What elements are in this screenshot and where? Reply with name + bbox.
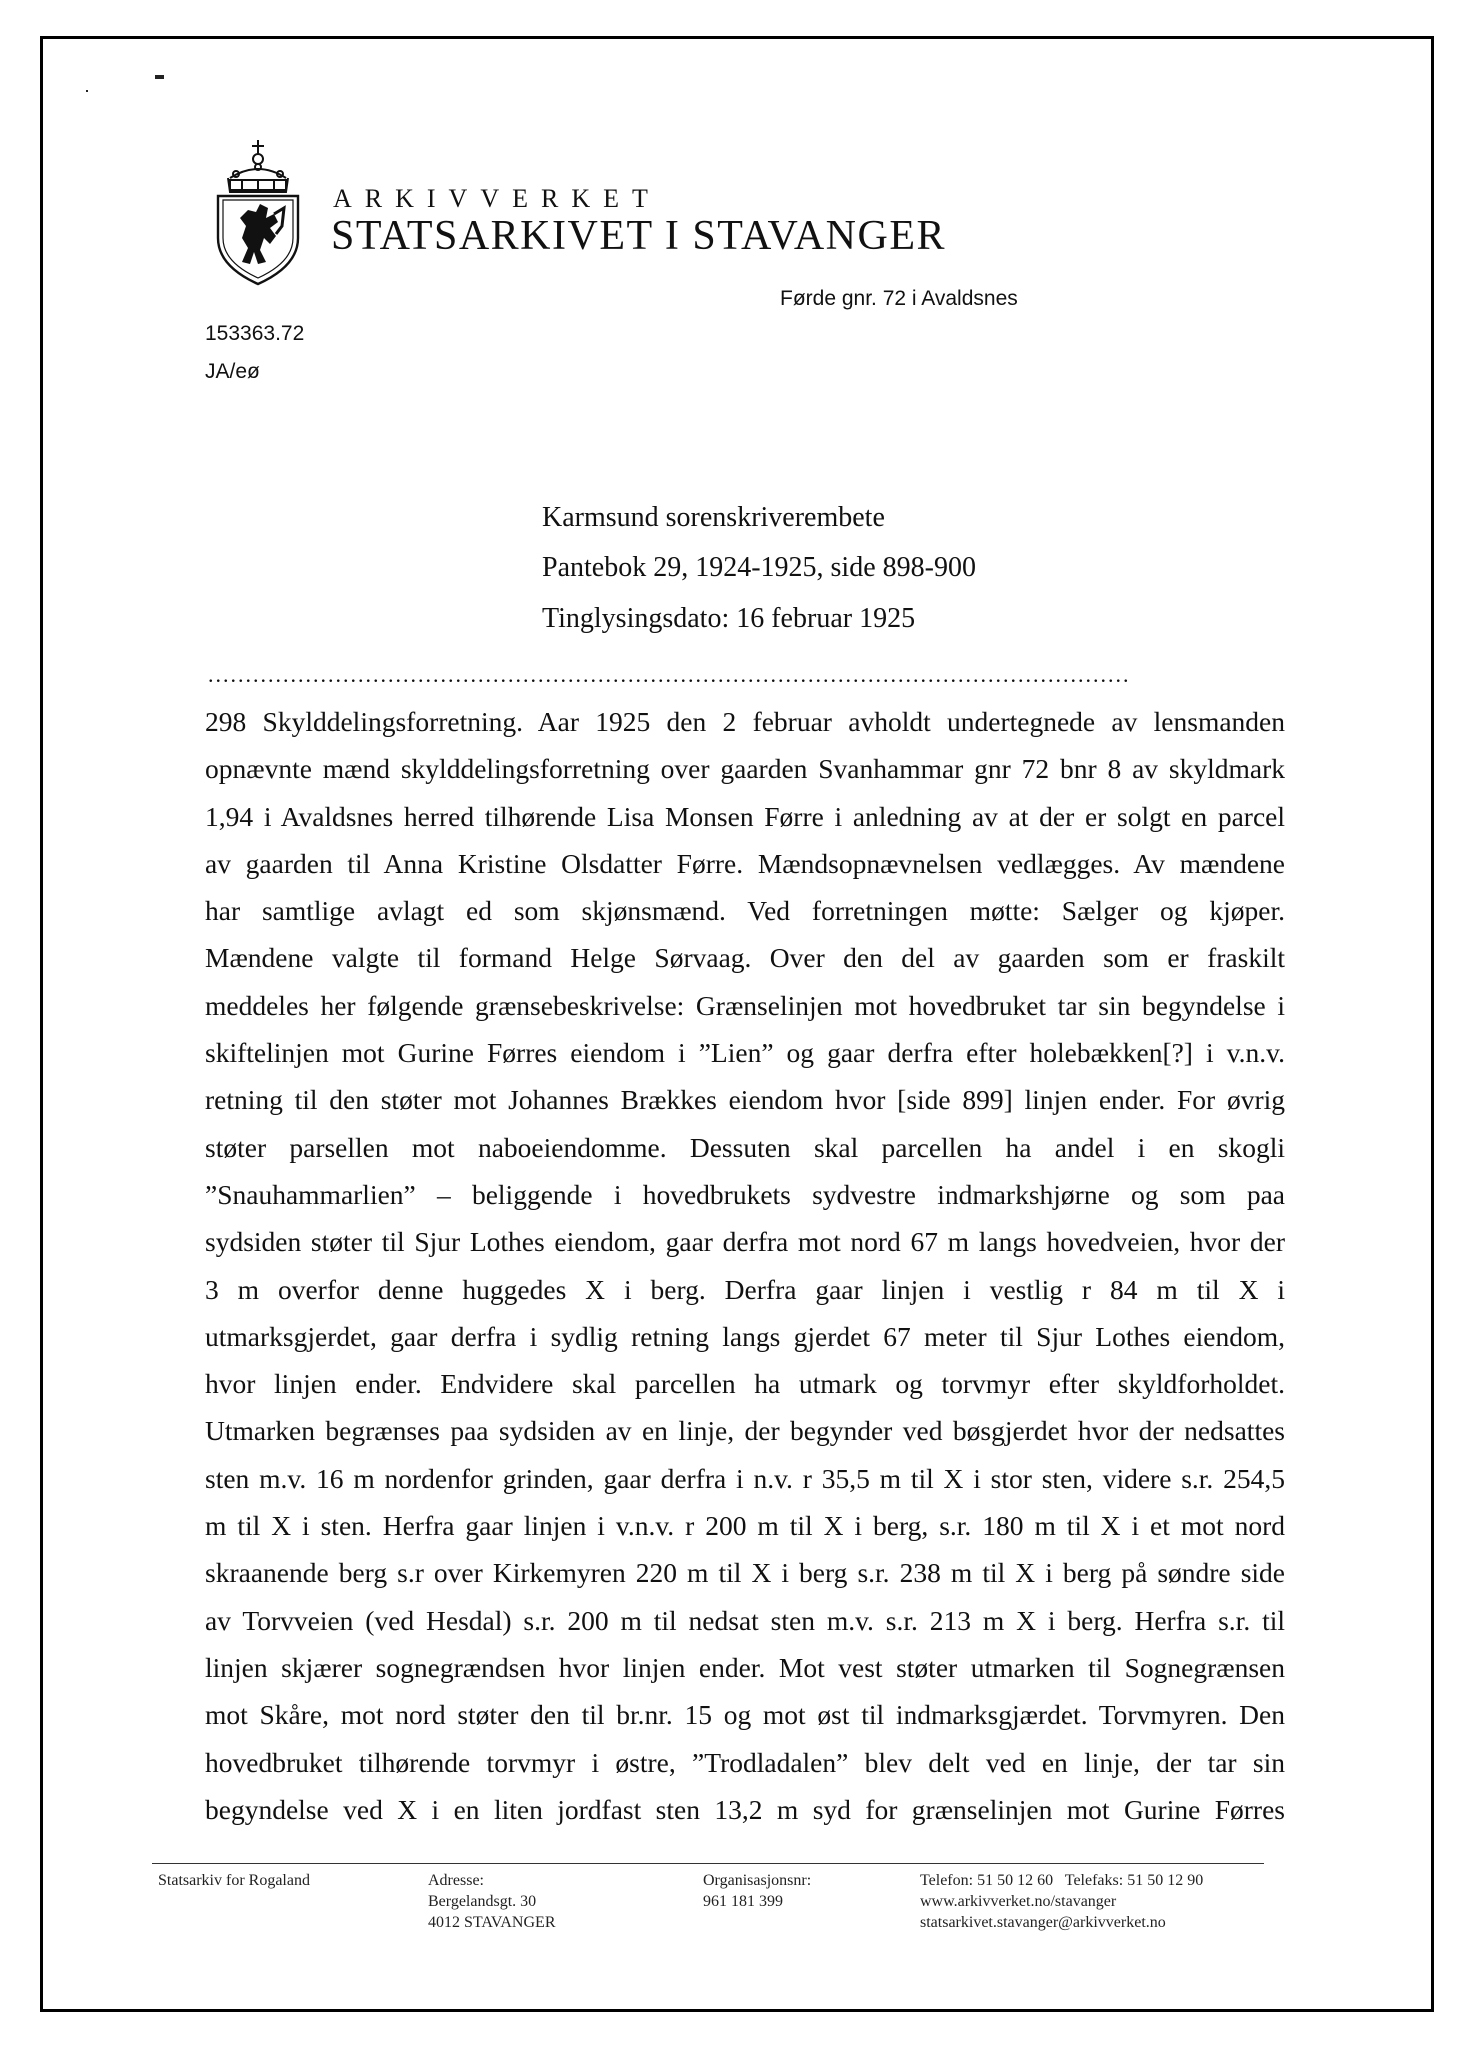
- footer-org-name: Statsarkiv for Rogaland: [158, 1872, 310, 1889]
- footer-address-street: Bergelandsgt. 30: [428, 1893, 537, 1910]
- body-line: 298 Skylddelingsforretning. Aar 1925 den 2 februar avholdt undertegnede av lensmanden: [205, 706, 1285, 737]
- scan-speck: [86, 90, 88, 92]
- body-line: ”Snauhammarlien” – beliggende i hovedbrukets sydvestre indmarkshjørne og som paa: [205, 1178, 1285, 1210]
- body-line: sten m.v. 16 m nordenfor grinden, gaar derfra i n.v. r 35,5 m til X i stor sten, videre s.r. 254,5: [205, 1462, 1285, 1494]
- body-line: av gaarden til Anna Kristine Olsdatter Førre. Mændsopnævnelsen vedlægges. Av mændene: [205, 847, 1285, 879]
- footer-address-label: Adresse:: [428, 1872, 484, 1889]
- footer-divider: [152, 1863, 1264, 1864]
- agency-big-title: STATSARKIVET I STAVANGER: [331, 213, 947, 259]
- footer-address-city: 4012 STAVANGER: [428, 1914, 556, 1931]
- footer-address: [428, 1870, 555, 1933]
- subject-reference: Førde gnr. 72 i Avaldsnes: [780, 287, 1018, 310]
- body-line: opnævnte mænd skylddelingsforretning over gaarden Svanhammar gnr 72 bnr 8 av skyldmark: [205, 753, 1285, 785]
- footer-email: statsarkivet.stavanger@arkivverket.no: [920, 1914, 1166, 1931]
- body-line: 3 m overfor denne huggedes X i berg. Derfra gaar linjen i vestlig r 84 m til X i: [205, 1273, 1285, 1305]
- body-line: sydsiden støter til Sjur Lothes eiendom, gaar derfra mot nord 67 m langs hovedveien, hvor der: [205, 1226, 1285, 1258]
- body-line: hovedbruket tilhørende torvmyr i østre, ”Trodladalen” blev delt ved en linje, der tar sin: [205, 1746, 1285, 1778]
- body-line: begyndelse ved X i en liten jordfast sten 13,2 m syd for grænselinjen mot Gurine Førres: [205, 1793, 1285, 1825]
- footer-phone-fax: Telefon: 51 50 12 60 Telefaks: 51 50 12 90: [920, 1872, 1204, 1889]
- body-line: retning til den støter mot Johannes Brækkes eiendom hvor [side 899] linjen ender. For øvrig: [205, 1084, 1285, 1116]
- body-line: skiftelinjen mot Gurine Førres eiendom i ”Lien” og gaar derfra efter holebækken[?] i v.n.v.: [205, 1037, 1285, 1069]
- body-line: m til X i sten. Herfra gaar linjen i v.n.v. r 200 m til X i berg, s.r. 180 m til X i et mot nord: [205, 1510, 1285, 1542]
- body-line: mot Skåre, mot nord støter den til br.nr. 15 og mot øst til indmarksgjærdet. Torvmyren. Den: [205, 1699, 1285, 1731]
- footer-contact: [920, 1870, 1203, 1933]
- body-line: hvor linjen ender. Endvidere skal parcellen ha utmark og torvmyr efter skyldforholdet.: [205, 1368, 1285, 1400]
- author-initials: JA/eø: [205, 360, 260, 383]
- source-book: Pantebok 29, 1924-1925, side 898-900: [542, 552, 976, 583]
- footer-orgnr: [703, 1870, 811, 1912]
- body-line: har samtlige avlagt ed som skjønsmænd. Ved forretningen møtte: Sælger og kjøper.: [205, 895, 1285, 927]
- dotted-separator: ...........................................................................................................................: [208, 662, 1131, 686]
- footer-orgnr-value: 961 181 399: [703, 1893, 783, 1910]
- body-line: meddeles her følgende grænsebeskrivelse: Grænselinjen mot hovedbruket tar sin begyndelse i: [205, 989, 1285, 1021]
- body-line: 1,94 i Avaldsnes herred tilhørende Lisa Monsen Førre i anledning av at der er solgt en parcel: [205, 800, 1285, 832]
- body-line: skraanende berg s.r over Kirkemyren 220 m til X i berg s.r. 238 m til X i berg på søndre side: [205, 1557, 1285, 1589]
- body-line: utmarksgjerdet, gaar derfra i sydlig retning langs gjerdet 67 meter til Sjur Lothes eiendom,: [205, 1320, 1285, 1352]
- body-line: av Torvveien (ved Hesdal) s.r. 200 m til nedsat sten m.v. s.r. 213 m X i berg. Herfra s.r. til: [205, 1604, 1285, 1636]
- case-number: 153363.72: [205, 322, 305, 345]
- agency-small-title: ARKIVVERKET: [333, 184, 661, 213]
- transcription-body: [205, 698, 1285, 1833]
- source-registration-date: Tinglysingsdato: 16 februar 1925: [542, 603, 916, 634]
- lion-icon: [240, 204, 278, 264]
- body-line: Utmarken begrænses paa sydsiden av en linje, der begynder ved bøsgjerdet hvor der nedsattes: [205, 1415, 1285, 1447]
- footer-website: www.arkivverket.no/stavanger: [920, 1893, 1117, 1910]
- footer-orgnr-label: Organisasjonsnr:: [703, 1872, 812, 1889]
- body-line: støter parsellen mot naboeiendomme. Dessuten skal parcellen ha andel i en skogli: [205, 1131, 1285, 1163]
- source-archive: Karmsund sorenskriverembete: [542, 502, 885, 533]
- coat-of-arms-icon: [212, 138, 304, 286]
- body-line: linjen skjærer sognegrændsen hvor linjen ender. Mot vest støter utmarken til Sognegrænsen: [205, 1651, 1285, 1683]
- body-line: Mændene valgte til formand Helge Sørvaag. Over den del av gaarden som er fraskilt: [205, 942, 1285, 974]
- scan-speck: [155, 75, 164, 79]
